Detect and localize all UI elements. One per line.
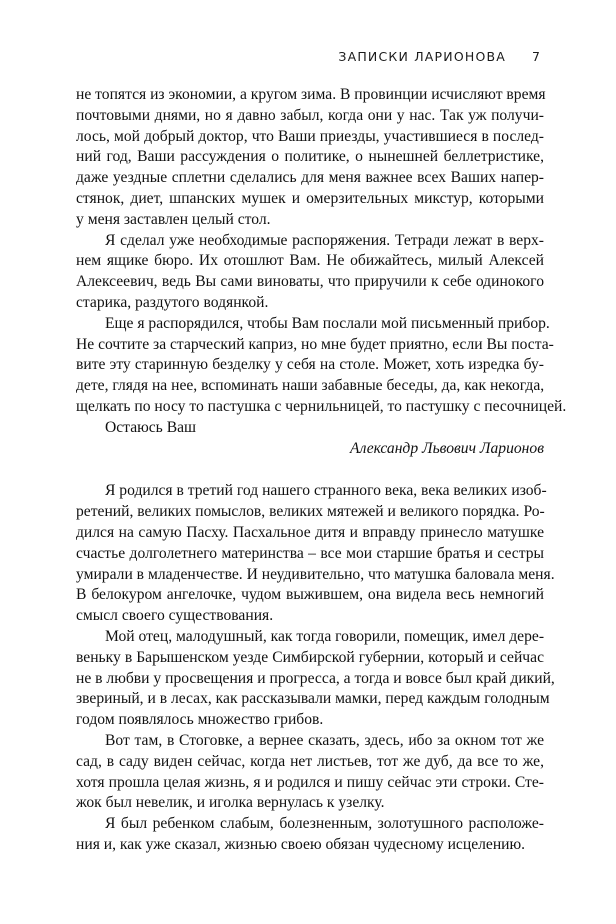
text-line: ний год, Ваши рассуждения о политике, о нынешней беллетристике, <box>76 148 544 166</box>
text-line: Еще я распорядился, чтобы Вам послали мой письменный прибор. <box>105 314 550 332</box>
paragraph <box>76 231 544 314</box>
text-line: Я был ребенком слабым, болезненным, золотушного расположе- <box>105 815 544 833</box>
text-line: даже уездные сплетни сделались для меня важнее всех Ваших напер- <box>76 169 544 187</box>
text-line: Вот там, в Стоговке, а вернее сказать, здесь, ибо за окном тот же <box>105 731 544 749</box>
text-line: ния и, как уже сказал, жизнью своею обязан чудесному исцелению. <box>76 835 526 853</box>
text-line: счастье долголетнего материнства – все мои старшие братья и сестры <box>76 544 544 562</box>
text-line: Я сделал уже необходимые распоряжения. Тетради лежат в верх- <box>105 231 544 249</box>
letter-section <box>76 85 567 439</box>
running-title: ЗАПИСКИ ЛАРИОНОВА <box>338 49 507 64</box>
text-line: нем ящике бюро. Их отошлют Вам. Не обижайтесь, милый Алексей <box>76 252 544 270</box>
text-line: веньку в Барышенском уезде Симбирской губернии, который и сейчас <box>76 648 544 666</box>
text-line: Алексеевич, ведь Вы сами виноваты, что приручили к себе одинокого <box>76 273 544 291</box>
paragraph <box>76 481 555 627</box>
text-line: у меня заставлен целый стол. <box>76 210 271 228</box>
text-line: не в любви у просвещения и прогресса, а тогда и вовсе был край дикий, <box>76 669 555 687</box>
text-line: лось, мой добрый доктор, что Ваши приезды, участившиеся в послед- <box>76 127 544 145</box>
text-line: не топятся из экономии, а кругом зима. В провинции исчисляют время <box>76 86 546 103</box>
text-line: почтовыми днями, но я давно забыл, когда они у нас. Так уж получи- <box>76 106 544 124</box>
text-line: Не сочтите за старческий каприз, но мне будет приятно, если Вы поста- <box>76 335 554 353</box>
text-line: умирали в младенчестве. И неудивительно, что матушка баловала меня. <box>76 565 555 583</box>
text-line: сад, в саду виден сейчас, когда нет листьев, тот же дуб, да все то же, <box>76 752 544 770</box>
text-line: щелкать по носу то пастушка с чернильницей, то пастушку с песочницей. <box>76 397 567 415</box>
paragraph <box>76 731 544 814</box>
text-line: старика, раздутого водянкой. <box>76 293 269 311</box>
paragraph <box>76 314 567 418</box>
text-line: смысл своего существования. <box>76 607 274 625</box>
page-number: 7 <box>532 49 540 64</box>
text-line: Я родился в третий год нашего странного века, века великих изоб- <box>105 482 547 500</box>
text-line: хотя прошла целая жизнь, я и родился и пишу сейчас эти строки. Сте- <box>76 773 544 791</box>
text-line: дете, глядя на нее, вспоминать наши забавные беседы, да, как некогда, <box>76 377 545 395</box>
text-line: Мой отец, малодушный, как тогда говорили, помещик, имел дере- <box>105 627 545 645</box>
text-line: стянок, диет, шпанских мушек и омерзительных микстур, которыми <box>76 189 544 207</box>
text-line: звериный, и в лесах, как рассказывали мамки, перед каждым голодным <box>76 690 550 708</box>
body-text <box>76 85 567 856</box>
memoir-section <box>76 481 555 855</box>
text-line: жок был невелик, и иголка вернулась к узелку. <box>76 794 385 812</box>
text-line: В белокуром ангелочке, чудом выжившем, она видела весь немногий <box>76 586 544 604</box>
section-break <box>76 459 544 481</box>
text-line: Остаюсь Ваш <box>105 418 197 436</box>
paragraph <box>76 85 544 231</box>
paragraph <box>76 418 544 439</box>
text-line: годом появлялось множество грибов. <box>76 711 324 729</box>
signature: Александр Львович Ларионов <box>350 439 544 457</box>
text-line: ретений, великих помыслов, великих мятежей и великого порядка. Ро- <box>76 503 545 521</box>
text-line: дился на самую Пасху. Пасхальное дитя и вправду принесло матушке <box>76 523 544 541</box>
text-line: вите эту старинную безделку у себя на столе. Может, хоть изредка бу- <box>76 356 544 374</box>
paragraph <box>76 814 544 856</box>
running-head <box>338 49 540 64</box>
paragraph <box>76 627 555 731</box>
